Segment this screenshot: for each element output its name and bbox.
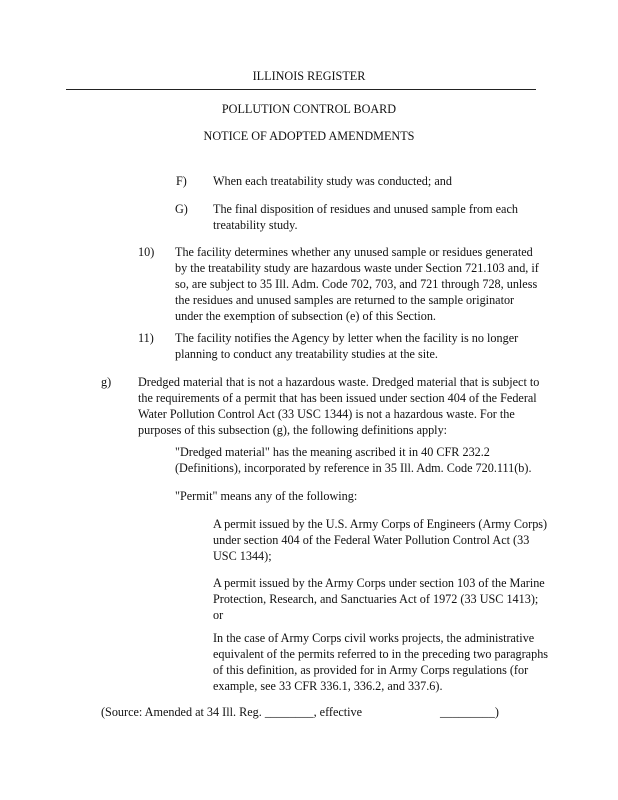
item-11-marker: 11): [138, 331, 154, 345]
notice-title: NOTICE OF ADOPTED AMENDMENTS: [203, 129, 415, 143]
permit-b-line: Protection, Research, and Sanctuaries Act of 1972 (33 USC 1413);: [213, 592, 539, 606]
register-title: ILLINOIS REGISTER: [252, 69, 366, 83]
header-rule: [66, 89, 536, 90]
permit-c-line: of this definition, as provided for in Army Corps regulations (for: [213, 663, 529, 677]
item-10-line: so, are subject to 35 Ill. Adm. Code 702, 703, and 721 through 728, unless: [175, 277, 538, 291]
item-g-lower-line: purposes of this subsection (g), the following definitions apply:: [138, 423, 448, 437]
item-g-marker: G): [175, 202, 188, 216]
dredged-definition-line: (Definitions), incorporated by reference in 35 Ill. Adm. Code 720.111(b).: [175, 461, 532, 475]
permit-a-line: USC 1344);: [213, 549, 272, 563]
permit-a-line: under section 404 of the Federal Water Pollution Control Act (33: [213, 533, 530, 547]
dredged-definition-line: "Dredged material" has the meaning ascribed it in 40 CFR 232.2: [175, 445, 490, 459]
permit-c-line: In the case of Army Corps civil works projects, the administrative: [213, 631, 535, 645]
source-note-close: _________): [440, 705, 499, 719]
item-11-line: The facility notifies the Agency by letter when the facility is no longer: [175, 331, 519, 345]
item-10-line: the residues and unused samples are returned to the sample originator: [175, 293, 515, 307]
item-g-line: The final disposition of residues and unused sample from each: [213, 202, 518, 216]
item-10-line: under the exemption of subsection (e) of this Section.: [175, 309, 436, 323]
item-10-marker: 10): [138, 245, 155, 259]
permit-b-line: A permit issued by the Army Corps under section 103 of the Marine: [213, 576, 545, 590]
item-10-line: The facility determines whether any unused sample or residues generated: [175, 245, 533, 259]
permit-c-line: equivalent of the permits referred to in the preceding two paragraphs: [213, 647, 549, 661]
board-title: POLLUTION CONTROL BOARD: [221, 102, 397, 116]
permit-a-line: A permit issued by the U.S. Army Corps of Engineers (Army Corps): [213, 517, 548, 531]
permit-definition-intro: "Permit" means any of the following:: [175, 489, 358, 503]
item-11-line: planning to conduct any treatability studies at the site.: [175, 347, 438, 361]
permit-c-line: example, see 33 CFR 336.1, 336.2, and 337.6).: [213, 679, 443, 693]
item-g-lower-marker: g): [101, 375, 112, 389]
permit-b-line: or: [213, 608, 224, 622]
item-f-marker: F): [176, 174, 187, 188]
item-10-line: by the treatability study are hazardous waste under Section 721.103 and, if: [175, 261, 539, 275]
item-g-line: treatability study.: [213, 218, 298, 232]
item-g-lower-line: Dredged material that is not a hazardous waste. Dredged material that is subject to: [138, 375, 540, 389]
item-g-lower-line: the requirements of a permit that has been issued under section 404 of the Federal: [138, 391, 537, 405]
source-note: (Source: Amended at 34 Ill. Reg. ________, effective: [101, 705, 363, 719]
item-g-lower-line: Water Pollution Control Act (33 USC 1344) is not a hazardous waste. For the: [138, 407, 515, 421]
item-f-line: When each treatability study was conducted; and: [213, 174, 452, 188]
